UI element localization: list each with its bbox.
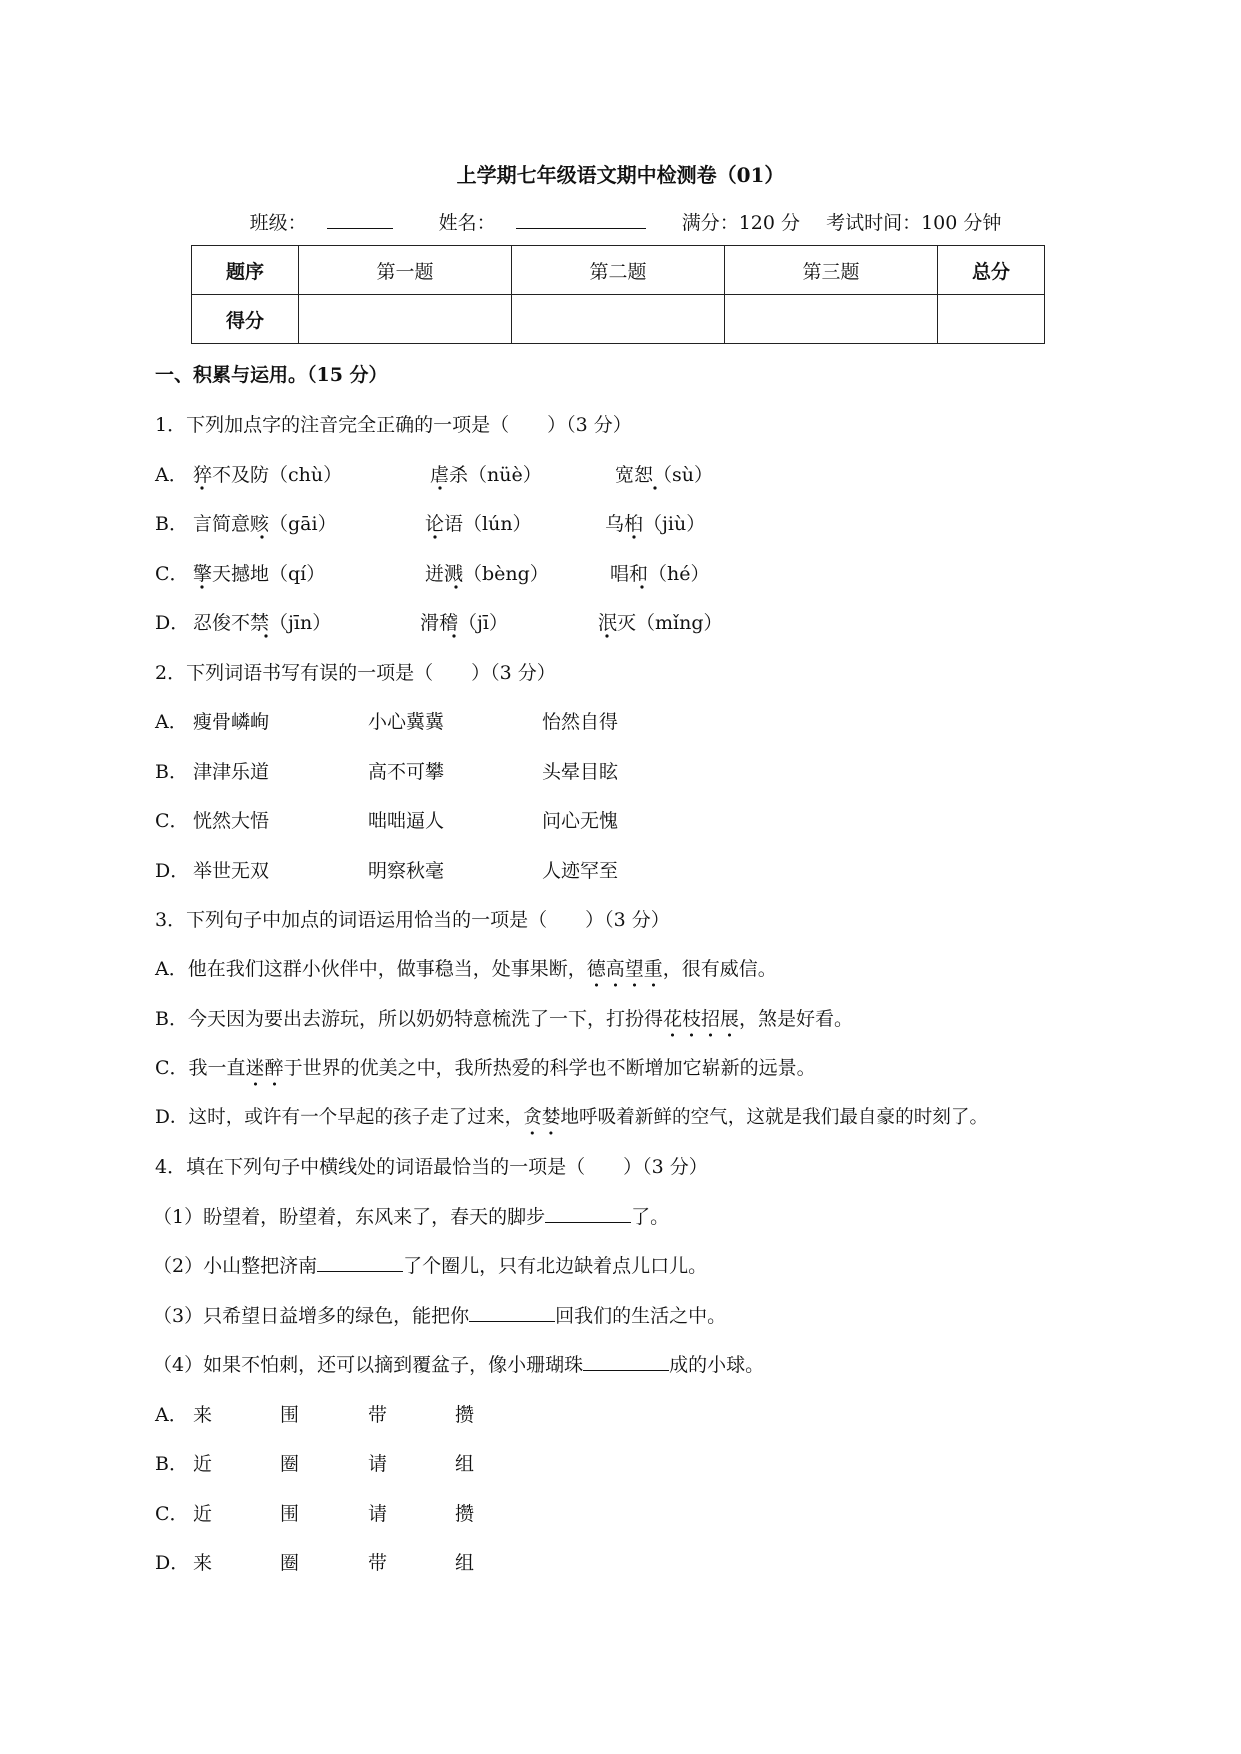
- exam-info-line: [0, 208, 1241, 235]
- table-cell-score-label: 得分: [192, 295, 299, 344]
- score-input-q2[interactable]: [512, 295, 725, 344]
- emphasized-phrase: 贪婪: [523, 1107, 560, 1136]
- table-cell-q1: 第一题: [299, 246, 512, 295]
- class-field: 班级：: [240, 212, 403, 234]
- emphasized-phrase: 德高望重: [587, 958, 663, 988]
- emphasized-phrase: 花枝招展: [663, 1008, 739, 1038]
- q3-option-c: C．我一直迷醉于世界的优美之中，我所热爱的科学也不断增加它崭新的远景。: [155, 1053, 816, 1080]
- score-input-q3[interactable]: [725, 295, 938, 344]
- fill-blank-2[interactable]: [317, 1253, 403, 1272]
- q4-sentence-3: （3）只希望日益增多的绿色，能把你 回我们的生活之中。: [153, 1305, 727, 1327]
- table-cell-q3: 第三题: [725, 246, 938, 295]
- q4-sentence-1: （1）盼望着，盼望着，东风来了，春天的脚步 了。: [153, 1206, 670, 1228]
- q3-option-a: A．他在我们这群小伙伴中，做事稳当，处事果断，德高望重，很有威信。: [155, 954, 777, 981]
- full-score: 满分：120 分: [681, 212, 801, 234]
- q4-sentence-4: （4）如果不怕刺，还可以摘到覆盆子，像小珊瑚珠 成的小球。: [153, 1354, 765, 1376]
- table-cell-total: 总分: [938, 246, 1045, 295]
- score-input-q1[interactable]: [299, 295, 512, 344]
- score-table: [191, 245, 1045, 344]
- page-title: 上学期七年级语文期中检测卷（01）: [456, 163, 785, 187]
- question-2-stem: 2．下列词语书写有误的一项是（ ）（3 分）: [155, 662, 556, 684]
- class-blank[interactable]: [327, 210, 393, 229]
- question-3-stem: 3．下列句子中加点的词语运用恰当的一项是（ ）（3 分）: [155, 909, 670, 931]
- section-heading: 一、积累与运用。（15 分）: [155, 364, 388, 386]
- table-cell-question-order: 题序: [192, 246, 299, 295]
- emphasized-phrase: 迷醉: [246, 1057, 284, 1087]
- score-table-score-row: [192, 295, 1045, 344]
- score-table-header-row: [192, 246, 1045, 295]
- exam-time: 考试时间：100 分钟: [826, 212, 1002, 234]
- name-field: 姓名：: [429, 212, 656, 234]
- name-blank[interactable]: [516, 210, 646, 229]
- q3-option-d: D．这时，或许有一个早起的孩子走了过来，贪婪地呼吸着新鲜的空气，这就是我们最自豪的时刻了。: [155, 1103, 988, 1129]
- table-cell-q2: 第二题: [512, 246, 725, 295]
- question-1-stem: 1．下列加点字的注音完全正确的一项是（ ）（3 分）: [155, 414, 632, 436]
- fill-blank-3[interactable]: [469, 1303, 555, 1322]
- score-input-total[interactable]: [938, 295, 1045, 344]
- fill-blank-4[interactable]: [583, 1352, 669, 1371]
- q3-option-b: B．今天因为要出去游玩，所以奶奶特意梳洗了一下，打扮得花枝招展，煞是好看。: [155, 1004, 853, 1031]
- question-4-stem: 4．填在下列句子中横线处的词语最恰当的一项是（ ）（3 分）: [155, 1156, 708, 1178]
- q4-sentence-2: （2）小山整把济南 了个圈儿，只有北边缺着点儿口儿。: [153, 1255, 708, 1277]
- fill-blank-1[interactable]: [545, 1204, 631, 1223]
